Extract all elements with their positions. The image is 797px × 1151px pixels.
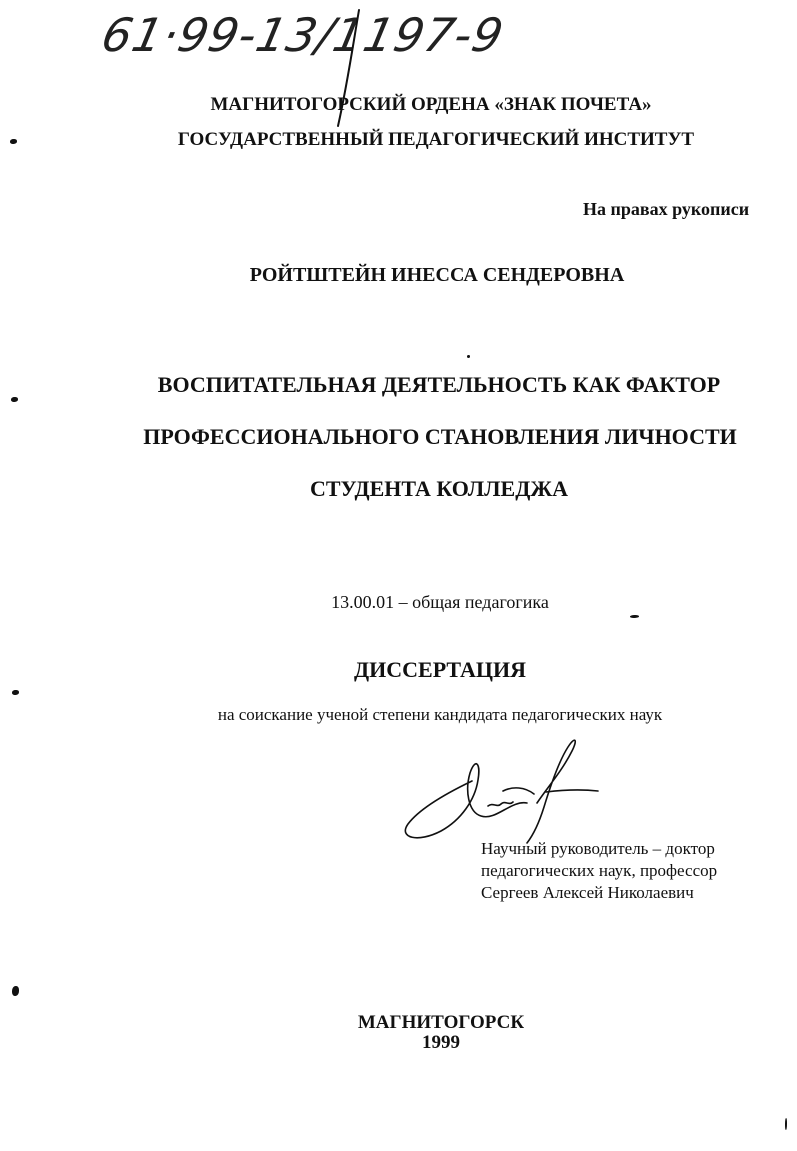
scan-mark-left-3 [12,690,19,695]
handwritten-archive-code: 61·99-13/1197-9 [97,8,509,62]
scan-mark-center-1 [467,355,470,358]
specialty-code: 13.00.01 – общая педагогика [331,592,549,612]
institution-line-1: МАГНИТОГОРСКИЙ ОРДЕНА «ЗНАК ПОЧЕТА» [210,94,652,115]
advisor-line-3: Сергеев Алексей Николаевич [481,883,694,902]
advisor-line-2: педагогических наук, профессор [481,861,718,880]
scientific-advisor-block [481,838,717,904]
city: МАГНИТОГОРСК [357,1012,525,1033]
advisor-line-1: Научный руководитель – доктор [481,839,715,858]
scan-mark-left-2 [11,397,18,402]
scan-mark-right-1 [630,615,639,618]
manuscript-rights-note: На правах рукописи [583,199,750,219]
degree-purpose: на соискание ученой степени кандидата педагогических наук [217,705,663,724]
year: 1999 [422,1032,460,1053]
institution-line-2: ГОСУДАРСТВЕННЫЙ ПЕДАГОГИЧЕСКИЙ ИНСТИТУТ [177,129,695,150]
dissertation-title-line-3: СТУДЕНТА КОЛЛЕДЖА [309,476,569,501]
dissertation-title-line-2: ПРОФЕССИОНАЛЬНОГО СТАНОВЛЕНИЯ ЛИЧНОСТИ [143,424,737,449]
document-type: ДИССЕРТАЦИЯ [354,657,526,682]
dissertation-title-line-1: ВОСПИТАТЕЛЬНАЯ ДЕЯТЕЛЬНОСТЬ КАК ФАКТОР [157,372,721,397]
scan-mark-left-1 [10,139,17,144]
handwritten-signature [395,730,615,855]
scan-mark-left-4 [12,986,19,996]
author-name: РОЙТШТЕЙН ИНЕССА СЕНДЕРОВНА [249,264,625,286]
scan-mark-bottom-1 [785,1118,787,1130]
